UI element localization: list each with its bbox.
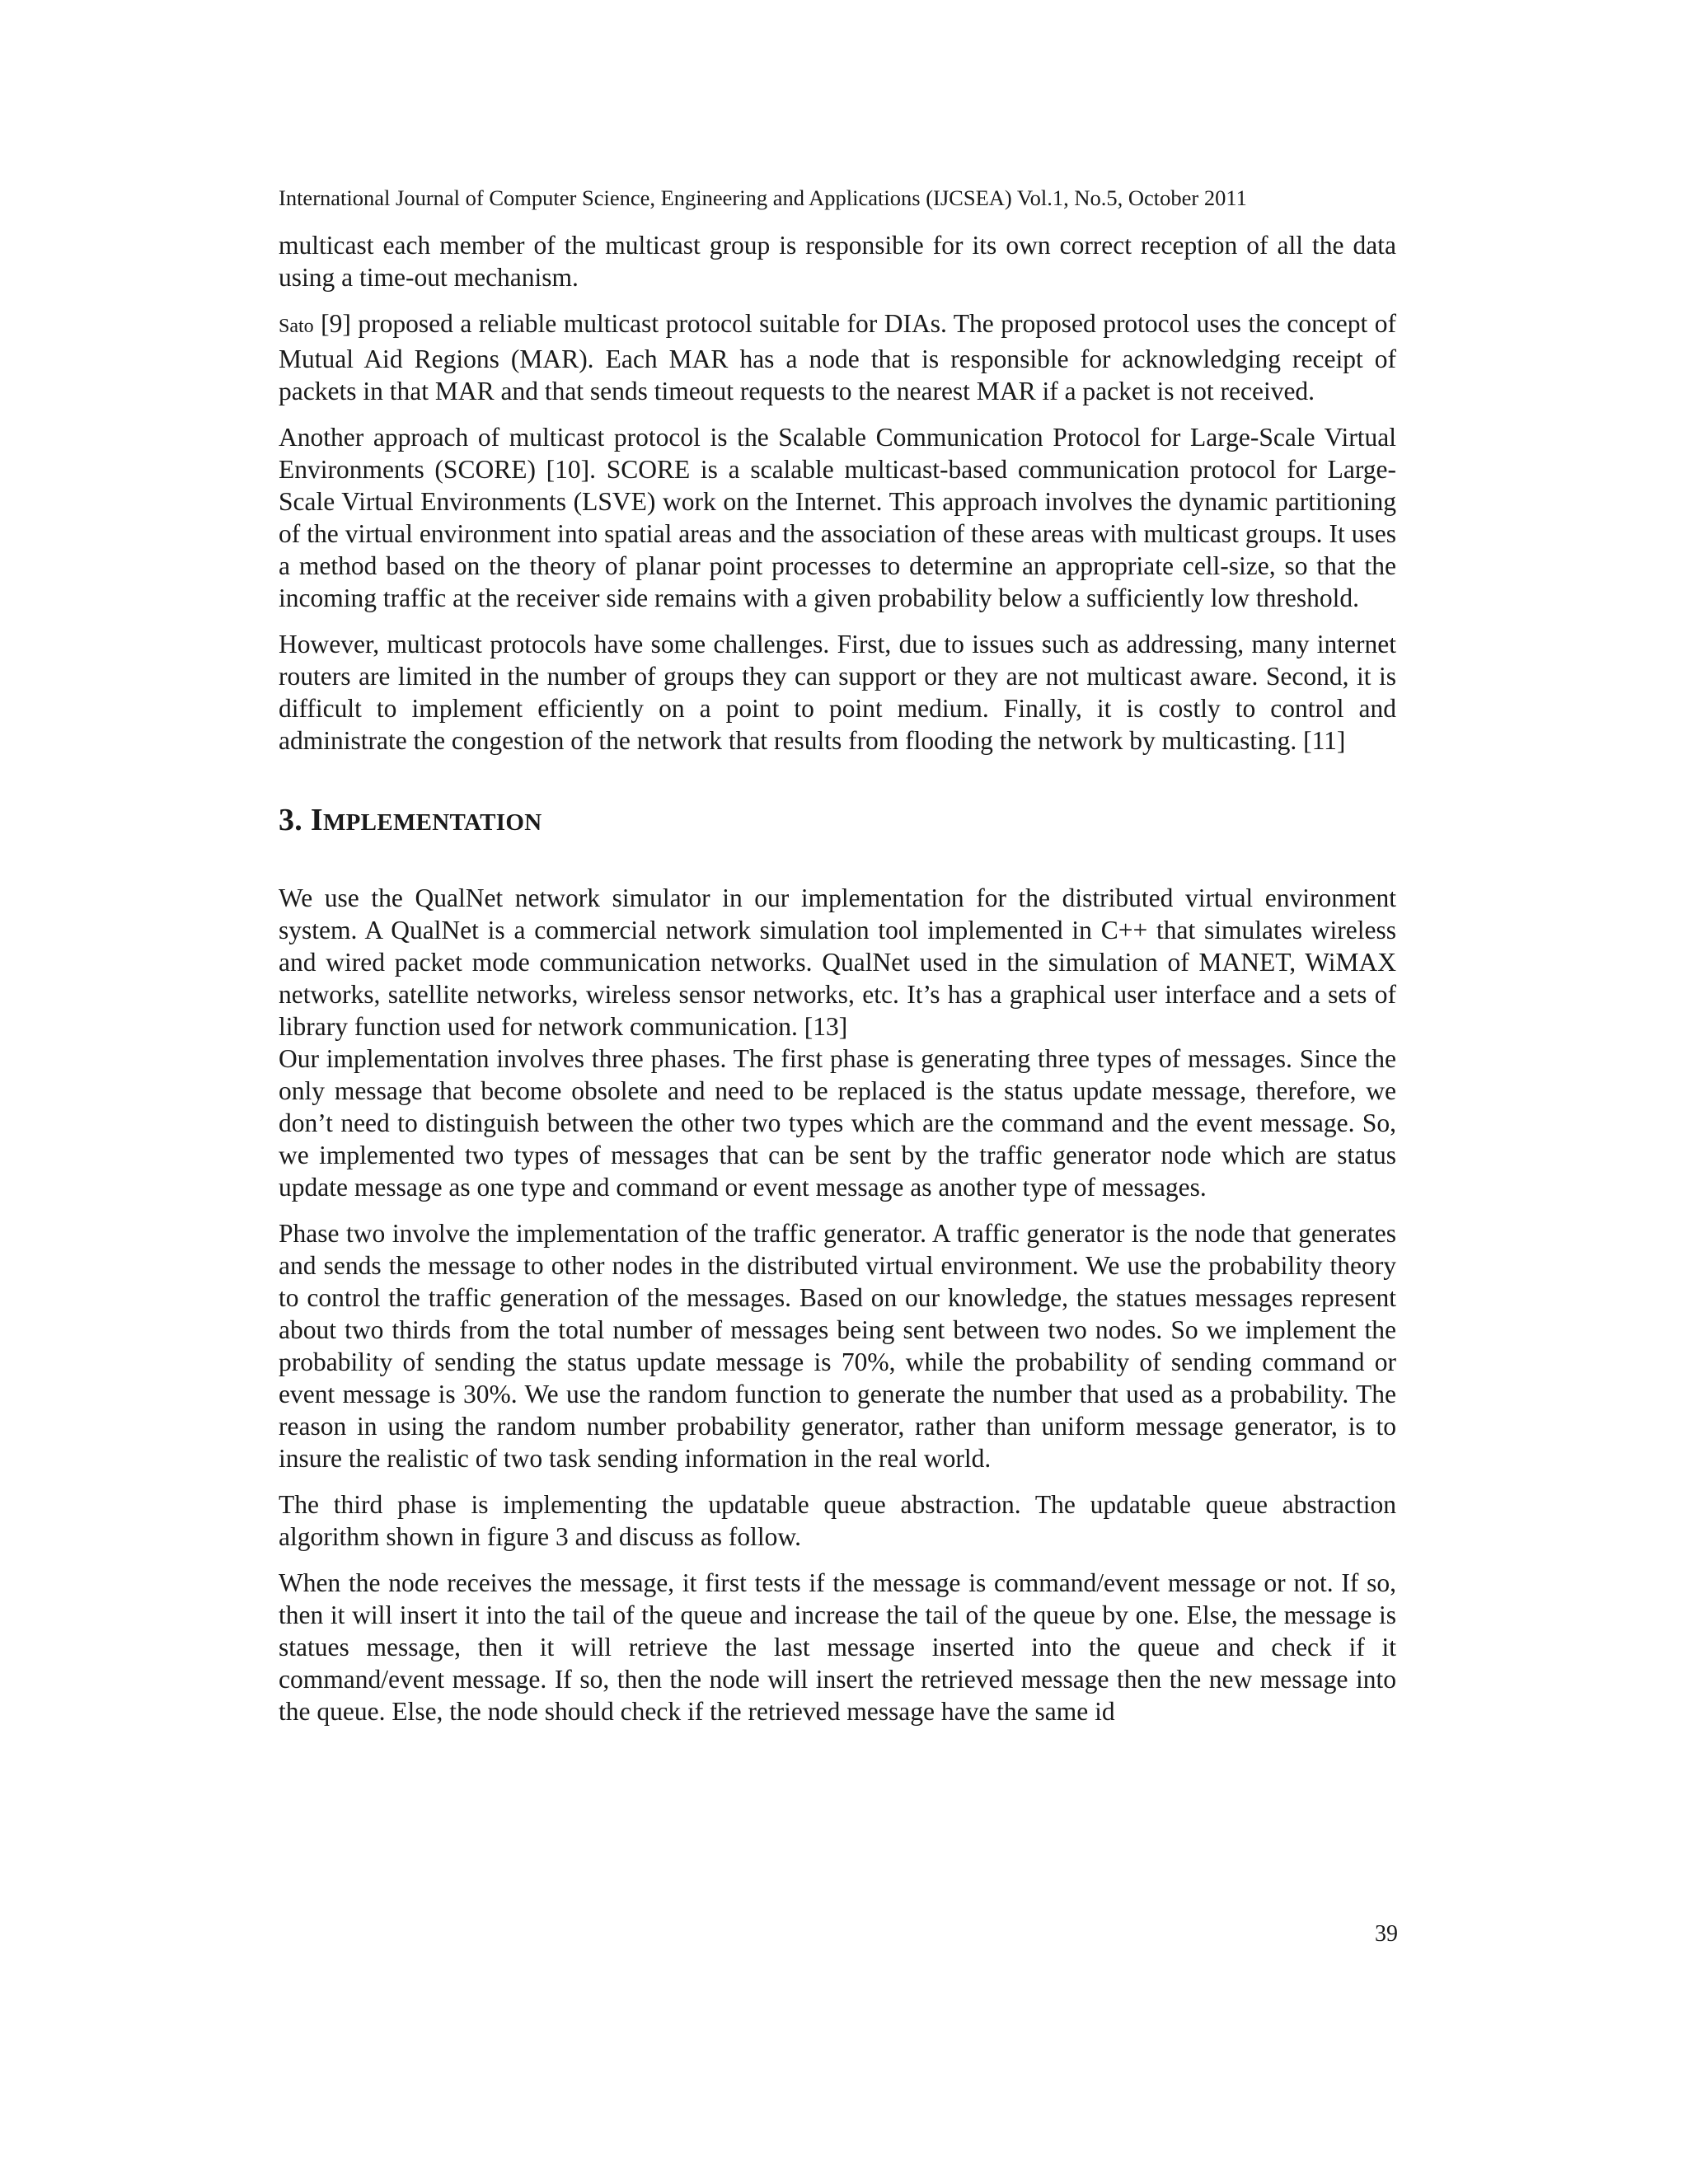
body-paragraph: However, multicast protocols have some challenges. First, due to issues such as addressing, many internet routers are limited in the number of groups they can support or they are not multicast aware. Second, it is difficult to implement efficiently on a point to point medium. Finally, it is costly to control and administrate the congestion of the network that results from flooding the network by multicasting. [11] (279, 630, 1396, 755)
author-name: Sato (279, 316, 314, 337)
section-number: 3. I (279, 803, 323, 837)
body-paragraph: The third phase is implementing the updatable queue abstraction. The updatable queue abstraction algorithm shown in figure 3 and discuss as follow. (279, 1490, 1396, 1551)
running-header: International Journal of Computer Science, Engineering and Applications (IJCSEA) Vol.1, No.5, October 2011 (279, 185, 1247, 210)
page-number: 39 (1375, 1921, 1398, 1947)
body-paragraph: multicast each member of the multicast group is responsible for its own correct reception of all the data using a time-out mechanism. (279, 231, 1396, 292)
body-paragraph: We use the QualNet network simulator in our implementation for the distributed virtual environment system. A QualNet is a commercial network simulation tool implemented in C++ that simulates wireless and wired packet mode communication networks. QualNet used in the simulation of MANET, WiMAX networks, satellite networks, wireless sensor networks, etc. It’s has a graphical user interface and a sets of library function used for network communication. [13] (279, 883, 1396, 1041)
page-body (279, 229, 1396, 1741)
body-paragraph: When the node receives the message, it first tests if the message is command/event message or not. If so, then it will insert it into the tail of the queue and increase the tail of the queue by one. Else, the message is statues message, then it will retrieve the last message inserted into the queue and check if it command/event message. If so, then the node will insert the retrieved message then the new message into the queue. Else, the node should check if the retrieved message have the same id (279, 1568, 1396, 1726)
body-paragraph: Another approach of multicast protocol is the Scalable Communication Protocol for Large-Scale Virtual Environments (SCORE) [10]. SCORE is a scalable multicast-based communication protocol for Large-Scale Virtual Environments (LSVE) work on the Internet. This approach involves the dynamic partitioning of the virtual environment into spatial areas and the association of these areas with multicast groups. It uses a method based on the theory of planar point processes to determine an appropriate cell-size, so that the incoming traffic at the receiver side remains with a given probability below a sufficiently low threshold. (279, 423, 1396, 612)
paragraph-text: [9] proposed a reliable multicast protocol suitable for DIAs. The proposed protocol uses the concept of Mutual Aid Regions (MAR). Each MAR has a node that is responsible for acknowledging receipt of packets in that MAR and that sends timeout requests to the nearest MAR if a packet is not received. (279, 309, 1396, 405)
body-paragraph: Phase two involve the implementation of the traffic generator. A traffic generator is the node that generates and sends the message to other nodes in the distributed virtual environment. We use the probability theory to control the traffic generation of the messages. Based on our knowledge, the statues messages represent about two thirds from the total number of messages being sent between two nodes. So we implement the probability of sending the status update message is 70%, while the probability of sending command or event message is 30%. We use the random function to generate the number that used as a probability. The reason in using the random number probability generator, rather than uniform message generator, is to insure the realistic of two task sending information in the real world. (279, 1219, 1396, 1473)
section-title-rest: MPLEMENTATION (323, 809, 542, 836)
section-heading (279, 801, 1396, 841)
body-paragraph (279, 307, 1396, 407)
body-paragraph: Our implementation involves three phases. The first phase is generating three types of messages. Since the only message that become obsolete and need to be replaced is the status update message, therefore, we don’t need to distinguish between the other two types which are the command and the event message. So, we implemented two types of messages that can be sent by the traffic generator node which are status update message as one type and command or event message as another type of messages. (279, 1044, 1396, 1202)
